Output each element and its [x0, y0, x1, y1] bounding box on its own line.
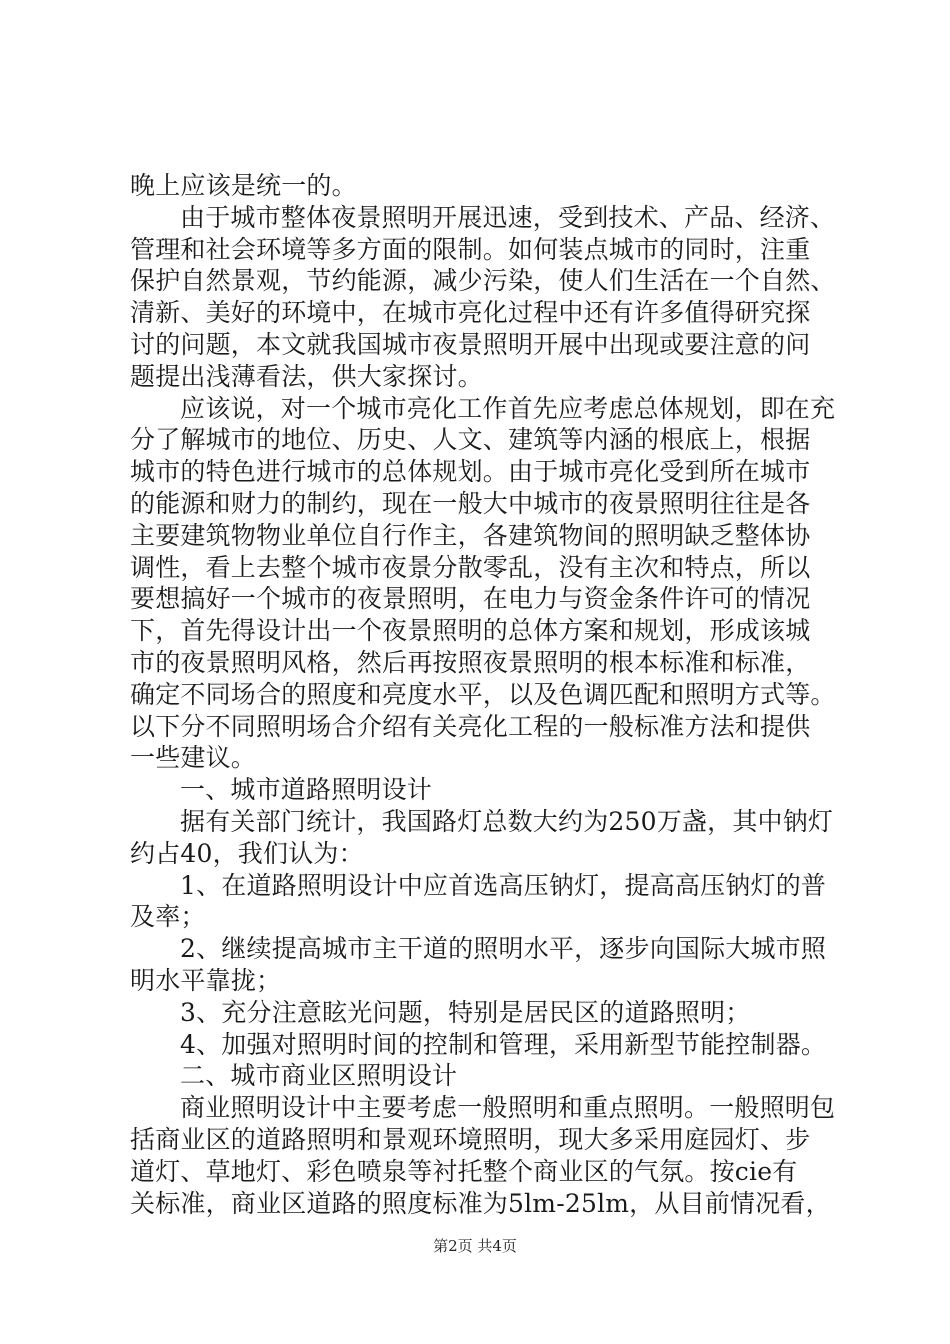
- text-line: 道灯、草地灯、彩色喷泉等衬托整个商业区的气氛。按cie有: [130, 1156, 798, 1186]
- text-line: 约占40，我们认为：: [130, 838, 364, 868]
- list-item: 4、加强对照明时间的控制和管理，采用新型节能控制器。: [180, 1029, 827, 1059]
- text-line: 城市的特色进行城市的总体规划。由于城市亮化受到所在城市: [130, 457, 811, 487]
- paragraph-start: 据有关部门统计，我国路灯总数大约为250万盏，其中钠灯: [180, 806, 834, 836]
- section-heading: 一、城市道路照明设计: [180, 775, 433, 805]
- text-line: 保护自然景观，节约能源，减少污染，使人们生活在一个自然、: [130, 266, 836, 296]
- text-line: 以下分不同照明场合介绍有关亮化工程的一般标准方法和提供: [130, 711, 811, 741]
- section-heading: 二、城市商业区照明设计: [180, 1061, 458, 1091]
- text-line: 明水平靠拢；: [130, 965, 282, 995]
- text-line: 括商业区的道路照明和景观环境照明，现大多采用庭园灯、步: [130, 1124, 811, 1154]
- text-line: 题提出浅薄看法，供大家探讨。: [130, 361, 483, 391]
- document-body: [130, 170, 850, 1219]
- list-item: 3、充分注意眩光问题，特别是居民区的道路照明；: [180, 997, 751, 1027]
- text-line: 要想搞好一个城市的夜景照明，在电力与资金条件许可的情况: [130, 584, 811, 614]
- text-line: 一些建议。: [130, 743, 257, 773]
- text-line: 调性，看上去整个城市夜景分散零乱，没有主次和特点，所以: [130, 552, 811, 582]
- text-line: 晚上应该是统一的。: [130, 171, 357, 200]
- list-item: 2、继续提高城市主干道的照明水平，逐步向国际大城市照: [180, 934, 827, 964]
- text-line: 确定不同场合的照度和亮度水平，以及色调匹配和照明方式等。: [130, 679, 836, 709]
- text-line: 清新、美好的环境中，在城市亮化过程中还有许多值得研究探: [130, 298, 811, 328]
- paragraph-start: 应该说，对一个城市亮化工作首先应考虑总体规划，即在充: [180, 393, 836, 423]
- page-number: 第2页 共4页: [433, 1237, 517, 1255]
- text-line: 管理和社会环境等多方面的限制。如何装点城市的同时，注重: [130, 234, 811, 264]
- text-line: 主要建筑物物业单位自行作主，各建筑物间的照明缺乏整体协: [130, 520, 811, 550]
- text-line: 分了解城市的地位、历史、人文、建筑等内涵的根底上，根据: [130, 425, 811, 455]
- list-item: 1、在道路照明设计中应首选高压钠灯，提高高压钠灯的普: [180, 870, 827, 900]
- text-line: 的能源和财力的制约，现在一般大中城市的夜景照明往往是各: [130, 488, 811, 518]
- page-footer: [0, 1236, 950, 1256]
- text-line: 讨的问题，本文就我国城市夜景照明开展中出现或要注意的问: [130, 329, 811, 359]
- paragraph-start: 由于城市整体夜景照明开展迅速，受到技术、产品、经济、: [180, 202, 836, 232]
- text-line: 市的夜景照明风格，然后再按照夜景照明的根本标准和标准，: [130, 647, 811, 677]
- text-line: 及率；: [130, 902, 206, 932]
- paragraph-start: 商业照明设计中主要考虑一般照明和重点照明。一般照明包: [180, 1093, 836, 1123]
- text-line: 下，首先得设计出一个夜景照明的总体方案和规划，形成该城: [130, 616, 811, 646]
- text-line: 关标准，商业区道路的照度标准为5lm-25lm，从目前情况看，: [130, 1188, 831, 1218]
